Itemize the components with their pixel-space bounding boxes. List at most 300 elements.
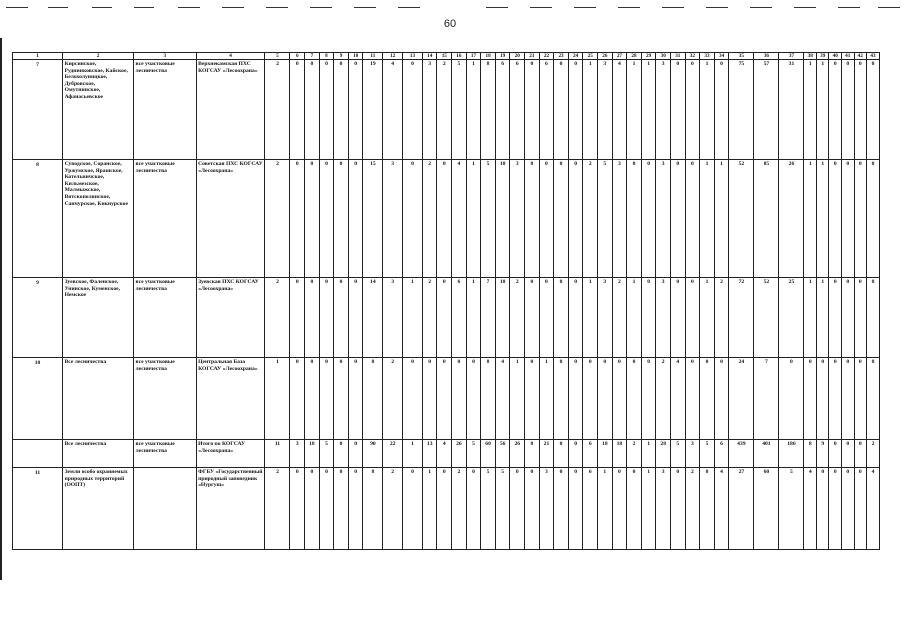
value-cell: 0: [554, 358, 569, 440]
left-margin-bar: [0, 38, 2, 580]
value-cell: 6: [583, 468, 598, 550]
value-cell: 0: [403, 468, 423, 550]
value-cell: 0: [829, 278, 842, 358]
value-cell: 0: [305, 358, 320, 440]
value-cell: 2: [685, 468, 700, 550]
value-cell: 2: [422, 278, 437, 358]
fire-unit-cell: Советская ПХС КОГСАУ «Лесоохрана»: [196, 160, 265, 278]
districts-cell: Все лесничества: [63, 440, 134, 468]
value-cell: 5: [319, 440, 334, 468]
value-cell: 0: [854, 358, 867, 440]
value-cell: 2: [383, 358, 403, 440]
value-cell: 5: [466, 440, 481, 468]
value-cell: 0: [525, 468, 540, 550]
value-cell: 0: [403, 358, 423, 440]
value-cell: 4: [804, 468, 817, 550]
value-cell: 21: [539, 440, 554, 468]
value-cell: 10: [495, 278, 510, 358]
column-number-header: 6: [290, 53, 305, 60]
forestry-cell: [134, 468, 197, 550]
value-cell: 0: [842, 60, 855, 160]
value-cell: 0: [348, 358, 363, 440]
value-cell: 4: [437, 440, 452, 468]
value-cell: 0: [854, 440, 867, 468]
value-cell: 0: [510, 468, 525, 550]
value-cell: 0: [348, 468, 363, 550]
value-cell: 2: [265, 160, 290, 278]
value-cell: 18: [598, 440, 613, 468]
value-cell: 0: [305, 60, 320, 160]
value-cell: 28: [656, 440, 671, 468]
value-cell: 0: [816, 468, 829, 550]
value-cell: 6: [539, 60, 554, 160]
value-cell: 5: [779, 468, 804, 550]
column-number-header: 5: [265, 53, 290, 60]
value-cell: 0: [598, 358, 613, 440]
value-cell: 2: [383, 468, 403, 550]
value-cell: 0: [466, 358, 481, 440]
value-cell: 0: [437, 358, 452, 440]
value-cell: 3: [656, 60, 671, 160]
value-cell: 27: [729, 468, 754, 550]
value-cell: 0: [568, 440, 583, 468]
value-cell: 0: [554, 60, 569, 160]
value-cell: 0: [612, 358, 627, 440]
value-cell: 56: [495, 440, 510, 468]
table-row: [13, 278, 880, 358]
column-number-header: 36: [754, 53, 779, 60]
value-cell: 0: [568, 160, 583, 278]
value-cell: 60: [754, 468, 779, 550]
value-cell: 0: [854, 468, 867, 550]
districts-cell: Земли особо охраняемых природных территорий (ООПТ): [63, 468, 134, 550]
value-cell: 14: [363, 278, 383, 358]
row-number-cell: 7: [13, 60, 63, 160]
value-cell: 19: [363, 60, 383, 160]
value-cell: 1: [539, 358, 554, 440]
value-cell: 0: [539, 278, 554, 358]
fire-unit-cell: Итого по КОГСАУ «Лесоохрана»: [196, 440, 265, 468]
value-cell: 0: [641, 358, 656, 440]
value-cell: 22: [383, 440, 403, 468]
column-number-header: 20: [510, 53, 525, 60]
value-cell: 3: [383, 278, 403, 358]
column-number-header: 43: [867, 53, 880, 60]
column-number-header: 23: [554, 53, 569, 60]
forestry-cell: все участковые лесничества: [134, 60, 197, 160]
value-cell: 5: [670, 440, 685, 468]
column-number-header: 2: [63, 53, 134, 60]
value-cell: 10: [495, 160, 510, 278]
value-cell: 0: [829, 160, 842, 278]
column-number-header: 37: [779, 53, 804, 60]
value-cell: 0: [334, 440, 349, 468]
value-cell: 0: [403, 160, 423, 278]
column-number-header: 24: [568, 53, 583, 60]
value-cell: 0: [525, 60, 540, 160]
value-cell: 3: [656, 160, 671, 278]
value-cell: 8: [481, 60, 496, 160]
row-number-cell: 11: [13, 468, 63, 550]
value-cell: 9: [816, 440, 829, 468]
column-number-header: 16: [452, 53, 467, 60]
value-cell: 6: [495, 60, 510, 160]
value-cell: 13: [422, 440, 437, 468]
value-cell: 8: [363, 468, 383, 550]
value-cell: 0: [334, 60, 349, 160]
row-number-cell: 8: [13, 160, 63, 278]
value-cell: 3: [656, 468, 671, 550]
value-cell: 0: [670, 278, 685, 358]
value-cell: 25: [779, 278, 804, 358]
value-cell: 0: [290, 60, 305, 160]
value-cell: 0: [670, 60, 685, 160]
value-cell: 2: [867, 440, 880, 468]
forestry-cell: все участковые лесничества: [134, 358, 197, 440]
value-cell: 1: [466, 60, 481, 160]
value-cell: 1: [816, 60, 829, 160]
value-cell: 2: [265, 468, 290, 550]
value-cell: 0: [685, 60, 700, 160]
value-cell: 60: [481, 440, 496, 468]
value-cell: 1: [700, 160, 715, 278]
value-cell: 3: [290, 440, 305, 468]
column-number-header: 1: [13, 53, 63, 60]
column-number-header: 10: [348, 53, 363, 60]
column-number-header: 4: [196, 53, 265, 60]
value-cell: 3: [539, 468, 554, 550]
column-number-header: 18: [481, 53, 496, 60]
column-number-header: 27: [612, 53, 627, 60]
column-number-header: 15: [437, 53, 452, 60]
column-number-header: 33: [700, 53, 715, 60]
value-cell: 3: [598, 278, 613, 358]
value-cell: 0: [403, 60, 423, 160]
page-number: 60: [443, 18, 457, 30]
value-cell: 0: [319, 60, 334, 160]
column-number-header: 39: [816, 53, 829, 60]
value-cell: 0: [583, 358, 598, 440]
value-cell: 18: [612, 440, 627, 468]
value-cell: 0: [685, 278, 700, 358]
value-cell: 0: [554, 468, 569, 550]
value-cell: 0: [348, 278, 363, 358]
column-number-header: 22: [539, 53, 554, 60]
value-cell: 3: [685, 440, 700, 468]
value-cell: 6: [452, 278, 467, 358]
value-cell: 2: [612, 278, 627, 358]
fire-unit-cell: Верхнекамская ПХС КОГСАУ «Лесоохрана»: [196, 60, 265, 160]
value-cell: 1: [641, 440, 656, 468]
value-cell: 1: [583, 278, 598, 358]
value-cell: 0: [554, 440, 569, 468]
value-cell: 1: [422, 468, 437, 550]
value-cell: 31: [779, 60, 804, 160]
value-cell: 0: [854, 278, 867, 358]
value-cell: 5: [598, 160, 613, 278]
column-number-header: 32: [685, 53, 700, 60]
value-cell: 2: [265, 60, 290, 160]
value-cell: 1: [265, 358, 290, 440]
value-cell: 0: [305, 468, 320, 550]
value-cell: 2: [510, 278, 525, 358]
value-cell: 2: [265, 278, 290, 358]
value-cell: 0: [829, 358, 842, 440]
districts-cell: Все лесничества: [63, 358, 134, 440]
value-cell: 0: [612, 468, 627, 550]
value-cell: 5: [495, 468, 510, 550]
value-cell: 0: [842, 160, 855, 278]
value-cell: 0: [348, 160, 363, 278]
value-cell: 0: [842, 358, 855, 440]
value-cell: 2: [627, 440, 642, 468]
column-number-header: 9: [334, 53, 349, 60]
value-cell: 1: [403, 440, 423, 468]
forestry-cell: все участковые лесничества: [134, 160, 197, 278]
value-cell: 4: [495, 358, 510, 440]
value-cell: 15: [363, 160, 383, 278]
value-cell: 7: [481, 278, 496, 358]
value-cell: 3: [422, 60, 437, 160]
column-number-header: 7: [305, 53, 320, 60]
value-cell: 0: [670, 160, 685, 278]
value-cell: 85: [754, 160, 779, 278]
value-cell: 1: [714, 160, 729, 278]
value-cell: 0: [568, 278, 583, 358]
column-number-header: 29: [641, 53, 656, 60]
value-cell: 0: [348, 440, 363, 468]
value-cell: 26: [779, 160, 804, 278]
value-cell: 0: [290, 160, 305, 278]
value-cell: 0: [685, 160, 700, 278]
value-cell: 401: [754, 440, 779, 468]
value-cell: 0: [829, 440, 842, 468]
column-number-header: 13: [403, 53, 423, 60]
value-cell: 5: [481, 468, 496, 550]
value-cell: 0: [334, 358, 349, 440]
value-cell: 2: [656, 358, 671, 440]
value-cell: 4: [714, 468, 729, 550]
value-cell: 4: [612, 60, 627, 160]
value-cell: 75: [729, 60, 754, 160]
value-cell: 1: [598, 468, 613, 550]
table-row: [13, 468, 880, 550]
value-cell: 1: [583, 60, 598, 160]
value-cell: 4: [452, 160, 467, 278]
value-cell: 3: [598, 60, 613, 160]
value-cell: 18: [305, 440, 320, 468]
value-cell: 0: [685, 358, 700, 440]
value-cell: 3: [656, 278, 671, 358]
row-number-cell: 9: [13, 278, 63, 358]
row-number-cell: [13, 440, 63, 468]
column-number-header: 40: [829, 53, 842, 60]
table-row: [13, 358, 880, 440]
value-cell: 0: [437, 160, 452, 278]
column-number-header: 30: [656, 53, 671, 60]
value-cell: 0: [305, 160, 320, 278]
value-cell: 0: [714, 358, 729, 440]
value-cell: 0: [525, 160, 540, 278]
value-cell: 0: [627, 160, 642, 278]
value-cell: 0: [854, 160, 867, 278]
value-cell: 1: [804, 60, 817, 160]
value-cell: 0: [714, 60, 729, 160]
value-cell: 0: [319, 278, 334, 358]
fire-unit-cell: Зуевская ПХС КОГСАУ «Лесоохрана»: [196, 278, 265, 358]
value-cell: 186: [779, 440, 804, 468]
value-cell: 5: [481, 160, 496, 278]
value-cell: 0: [854, 60, 867, 160]
column-number-header: 25: [583, 53, 598, 60]
value-cell: 8: [481, 358, 496, 440]
value-cell: 1: [804, 160, 817, 278]
value-cell: 0: [554, 278, 569, 358]
value-cell: 3: [510, 160, 525, 278]
value-cell: 0: [334, 468, 349, 550]
value-cell: 52: [729, 160, 754, 278]
value-cell: 0: [466, 468, 481, 550]
value-cell: 57: [754, 60, 779, 160]
value-cell: 0: [867, 358, 880, 440]
value-cell: 0: [804, 358, 817, 440]
column-number-header: 42: [854, 53, 867, 60]
column-number-header: 21: [525, 53, 540, 60]
value-cell: 0: [867, 60, 880, 160]
value-cell: 0: [568, 60, 583, 160]
value-cell: 26: [510, 440, 525, 468]
column-number-header: 35: [729, 53, 754, 60]
value-cell: 2: [437, 60, 452, 160]
value-cell: 52: [754, 278, 779, 358]
fire-unit-cell: ФГБУ «Государственный природный заповедник «Нургуш»: [196, 468, 265, 550]
table-row: [13, 160, 880, 278]
value-cell: 0: [319, 358, 334, 440]
value-cell: 0: [842, 440, 855, 468]
value-cell: 0: [627, 468, 642, 550]
value-cell: 0: [641, 160, 656, 278]
value-cell: 0: [670, 468, 685, 550]
value-cell: 0: [290, 468, 305, 550]
column-number-header: 31: [670, 53, 685, 60]
column-number-header: 12: [383, 53, 403, 60]
value-cell: 1: [804, 278, 817, 358]
value-cell: 0: [568, 468, 583, 550]
column-number-header: 34: [714, 53, 729, 60]
value-cell: 5: [452, 60, 467, 160]
value-cell: 6: [583, 440, 598, 468]
column-number-header: 8: [319, 53, 334, 60]
value-cell: 0: [305, 278, 320, 358]
value-cell: 2: [714, 278, 729, 358]
forestry-cell: все участковые лесничества: [134, 278, 197, 358]
value-cell: 7: [754, 358, 779, 440]
value-cell: 0: [319, 160, 334, 278]
value-cell: 0: [554, 160, 569, 278]
value-cell: 0: [334, 160, 349, 278]
value-cell: 1: [510, 358, 525, 440]
value-cell: 0: [290, 358, 305, 440]
value-cell: 26: [452, 440, 467, 468]
table-row: [13, 440, 880, 468]
value-cell: 0: [437, 278, 452, 358]
value-cell: 0: [779, 358, 804, 440]
districts-cell: Зуевское, Фаленское, Унинское, Куменское, Немское: [63, 278, 134, 358]
districts-cell: Кирсинское, Руднинковское, Кайское, Белохолуницкое, Дубровское, Омутнинское, Афанасьевское: [63, 60, 134, 160]
value-cell: 1: [700, 278, 715, 358]
value-cell: 1: [641, 468, 656, 550]
fire-unit-cell: Центральная База КОГСАУ «Лесоохрана»: [196, 358, 265, 440]
column-number-header: 28: [627, 53, 642, 60]
value-cell: 0: [627, 358, 642, 440]
value-cell: 0: [422, 358, 437, 440]
value-cell: 0: [525, 440, 540, 468]
value-cell: 0: [452, 358, 467, 440]
value-cell: 1: [816, 278, 829, 358]
value-cell: 0: [539, 160, 554, 278]
value-cell: 0: [816, 358, 829, 440]
value-cell: 6: [510, 60, 525, 160]
value-cell: 0: [437, 468, 452, 550]
column-number-header: 38: [804, 53, 817, 60]
value-cell: 1: [466, 278, 481, 358]
value-cell: 90: [363, 440, 383, 468]
value-cell: 0: [829, 60, 842, 160]
value-cell: 6: [714, 440, 729, 468]
value-cell: 0: [348, 60, 363, 160]
value-cell: 8: [804, 440, 817, 468]
value-cell: 1: [466, 160, 481, 278]
table-row: [13, 60, 880, 160]
column-number-header: 17: [466, 53, 481, 60]
column-number-header: 41: [842, 53, 855, 60]
column-number-header: 26: [598, 53, 613, 60]
value-cell: 1: [700, 60, 715, 160]
value-cell: 0: [290, 278, 305, 358]
value-cell: 0: [568, 358, 583, 440]
column-number-header: 11: [363, 53, 383, 60]
value-cell: 24: [729, 358, 754, 440]
value-cell: 4: [867, 468, 880, 550]
fire-resources-table: [12, 52, 880, 550]
value-cell: 0: [700, 358, 715, 440]
value-cell: 0: [829, 468, 842, 550]
column-number-header: 19: [495, 53, 510, 60]
districts-cell: Суводское, Соранское, Уржумское, Ярашское, Котельничское, Кильмезское, Малмыжское, Вятскополянское, Санчурское, Кикнурское: [63, 160, 134, 278]
value-cell: 4: [670, 358, 685, 440]
table-header-row: [13, 53, 880, 60]
value-cell: 0: [867, 278, 880, 358]
value-cell: 1: [641, 60, 656, 160]
row-number-cell: 10: [13, 358, 63, 440]
value-cell: 5: [700, 440, 715, 468]
value-cell: 1: [627, 60, 642, 160]
value-cell: 4: [383, 60, 403, 160]
value-cell: 0: [319, 468, 334, 550]
value-cell: 72: [729, 278, 754, 358]
value-cell: 8: [363, 358, 383, 440]
value-cell: 3: [383, 160, 403, 278]
column-number-header: 14: [422, 53, 437, 60]
value-cell: 1: [403, 278, 423, 358]
value-cell: 439: [729, 440, 754, 468]
value-cell: 0: [867, 160, 880, 278]
value-cell: 1: [816, 160, 829, 278]
value-cell: 0: [525, 278, 540, 358]
column-number-header: 3: [134, 53, 197, 60]
value-cell: 0: [334, 278, 349, 358]
forestry-cell: все участковые лесничества: [134, 440, 197, 468]
